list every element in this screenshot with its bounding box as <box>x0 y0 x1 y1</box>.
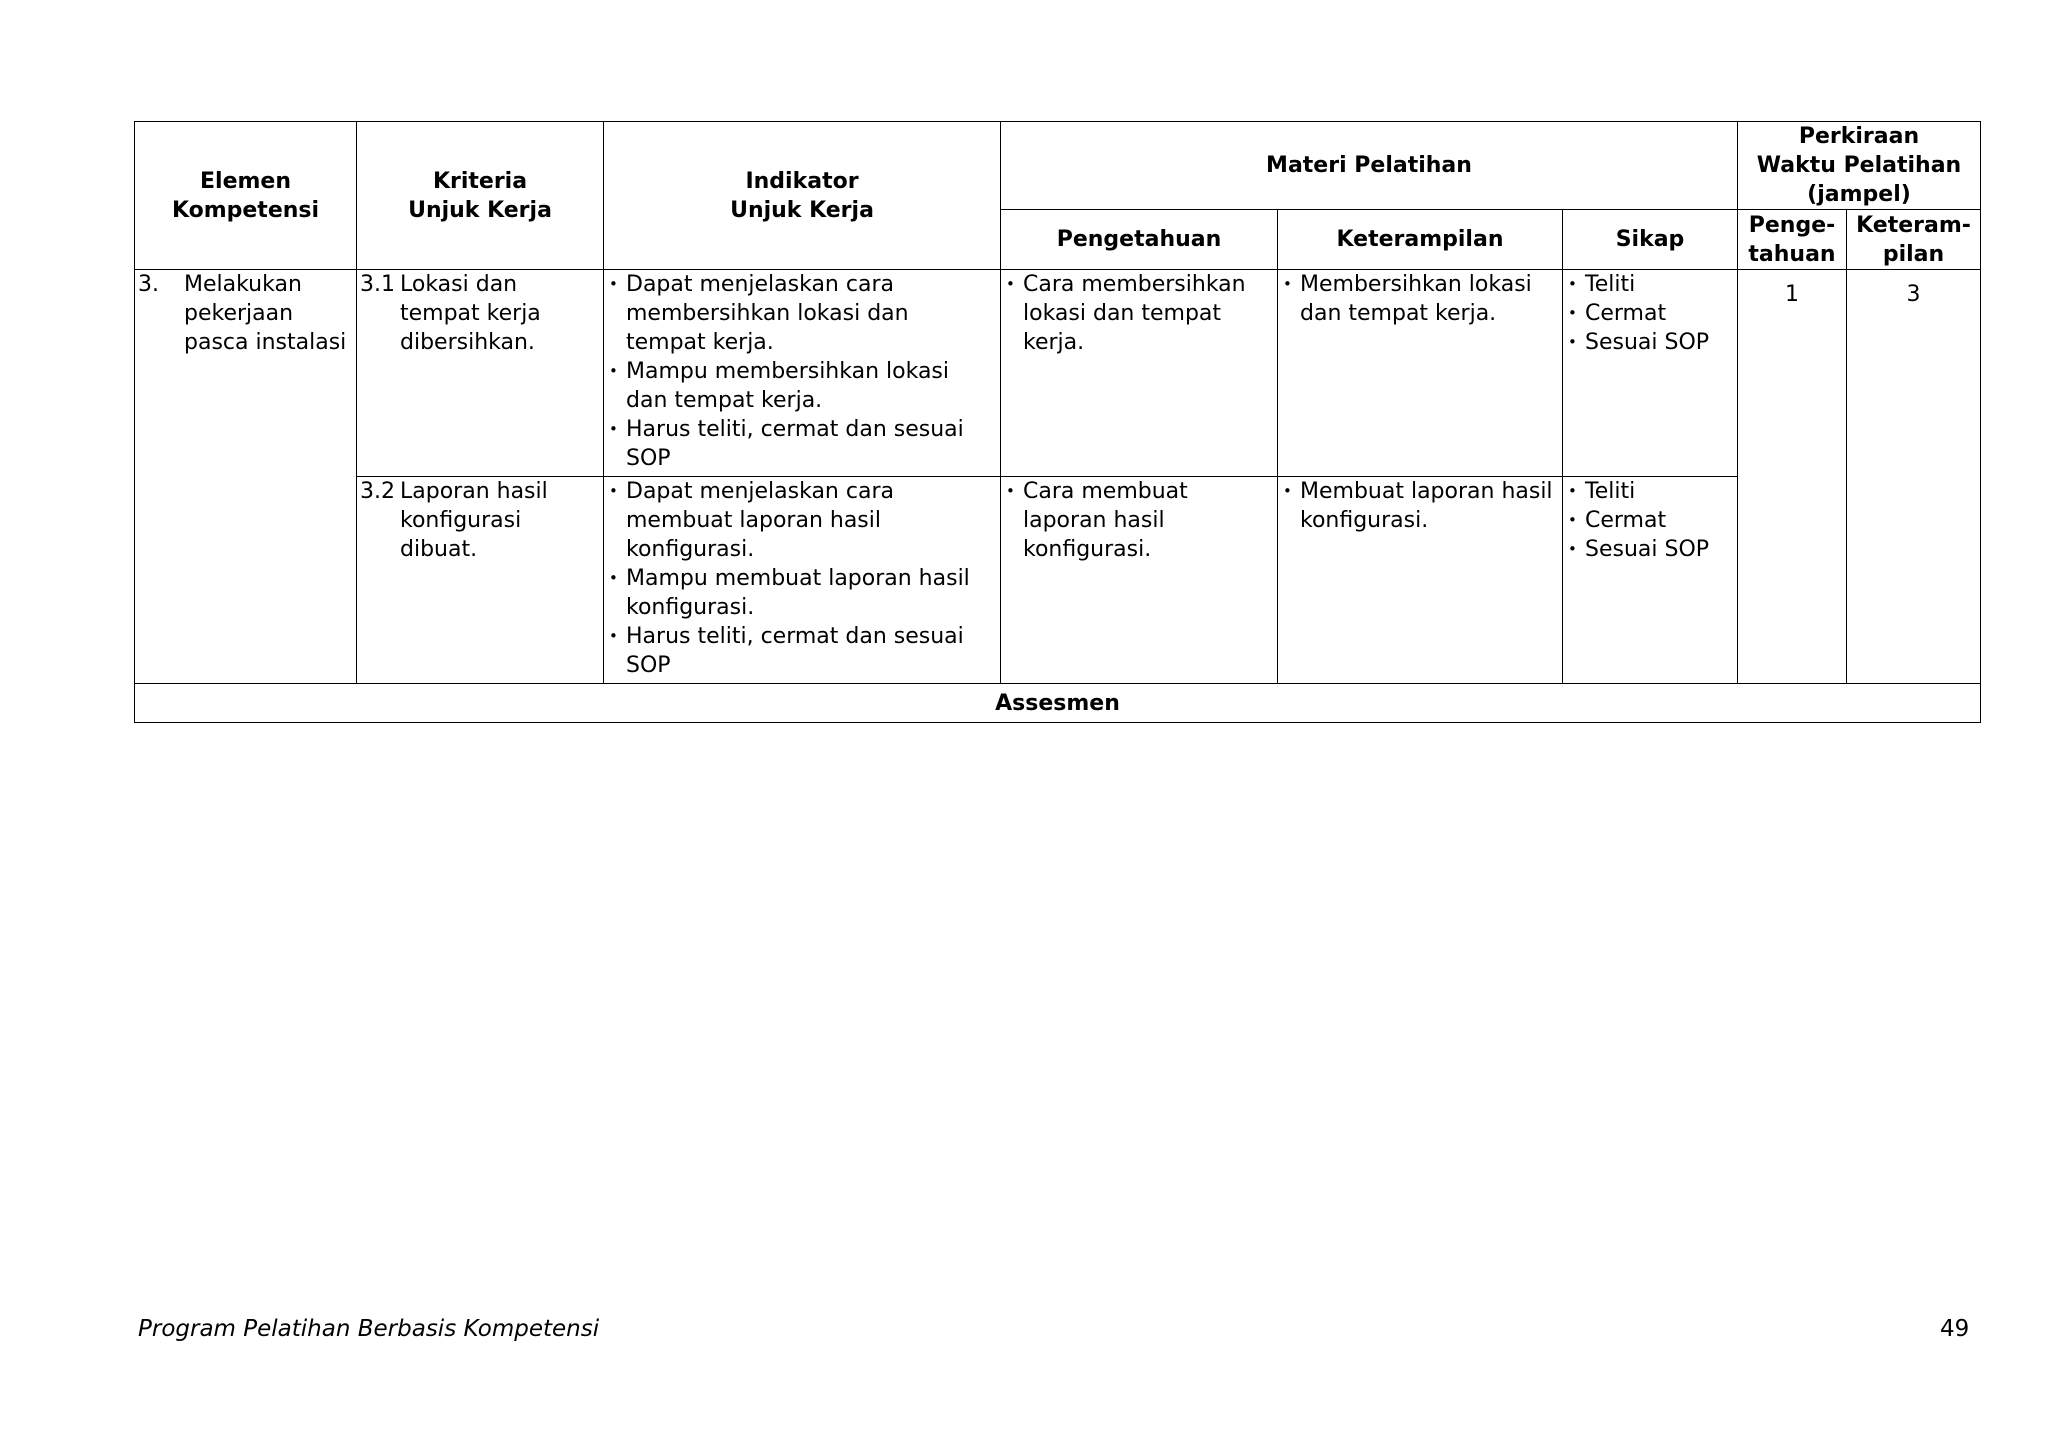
list-item: • Harus teliti, cermat dan sesuai SOP <box>609 622 995 680</box>
list-item: • Teliti <box>1568 270 1732 299</box>
list-item: • Teliti <box>1568 477 1732 506</box>
page-number: 49 <box>1940 1316 1970 1342</box>
list-item: • Cermat <box>1568 299 1732 328</box>
kriteria-text: Laporan hasil konfigurasi dibuat. <box>400 479 548 562</box>
list-item: • Dapat menjelaskan cara membuat laporan hasil konfigurasi. <box>609 477 995 564</box>
elemen-text: Melakukan pekerjaan pasca instalasi <box>184 272 347 355</box>
list-item: • Cermat <box>1568 506 1732 535</box>
waktu-keterampilan-value: 3 <box>1847 270 1981 684</box>
indikator-cell <box>604 270 1001 477</box>
list-item: • Mampu membersihkan lokasi dan tempat kerja. <box>609 357 995 415</box>
header-waktu-keterampilan: Keteram- pilan <box>1847 210 1981 270</box>
list-item: • Membuat laporan hasil konfigurasi. <box>1283 477 1557 535</box>
header-elemen: Elemen Kompetensi <box>135 122 357 270</box>
kriteria-cell <box>357 270 604 477</box>
footer-title: Program Pelatihan Berbasis Kompetensi <box>138 1316 600 1342</box>
kriteria-code: 3.1 <box>360 272 395 297</box>
pengetahuan-cell <box>1001 477 1278 684</box>
table-row <box>135 270 1981 477</box>
waktu-pengetahuan-value: 1 <box>1738 270 1847 684</box>
header-waktu: Perkiraan Waktu Pelatihan (jampel) <box>1738 122 1981 210</box>
list-item: • Sesuai SOP <box>1568 535 1732 564</box>
elemen-number: 3. <box>138 272 159 297</box>
kriteria-code: 3.2 <box>360 479 395 504</box>
pengetahuan-cell <box>1001 270 1278 477</box>
header-keterampilan: Keterampilan <box>1278 210 1563 270</box>
list-item: • Sesuai SOP <box>1568 328 1732 357</box>
elemen-cell <box>135 270 357 684</box>
list-item: • Cara membersihkan lokasi dan tempat kerja. <box>1006 270 1272 357</box>
header-indikator: Indikator Unjuk Kerja <box>604 122 1001 270</box>
header-pengetahuan: Pengetahuan <box>1001 210 1278 270</box>
list-item: • Membersihkan lokasi dan tempat kerja. <box>1283 270 1557 328</box>
list-item: • Harus teliti, cermat dan sesuai SOP <box>609 415 995 473</box>
keterampilan-cell <box>1278 270 1563 477</box>
kriteria-text: Lokasi dan tempat kerja dibersihkan. <box>400 272 541 355</box>
header-kriteria: Kriteria Unjuk Kerja <box>357 122 604 270</box>
indikator-cell <box>604 477 1001 684</box>
list-item: • Mampu membuat laporan hasil konfigurasi. <box>609 564 995 622</box>
sikap-cell <box>1563 477 1738 684</box>
list-item: • Cara membuat laporan hasil konfigurasi. <box>1006 477 1272 564</box>
sikap-cell <box>1563 270 1738 477</box>
header-waktu-pengetahuan: Penge- tahuan <box>1738 210 1847 270</box>
list-item: • Dapat menjelaskan cara membersihkan lokasi dan tempat kerja. <box>609 270 995 357</box>
header-sikap: Sikap <box>1563 210 1738 270</box>
competency-table <box>134 121 1981 723</box>
table-row <box>135 477 1981 684</box>
kriteria-cell <box>357 477 604 684</box>
header-materi: Materi Pelatihan <box>1001 122 1738 210</box>
keterampilan-cell <box>1278 477 1563 684</box>
assessment-row: Assesmen <box>135 684 1981 723</box>
